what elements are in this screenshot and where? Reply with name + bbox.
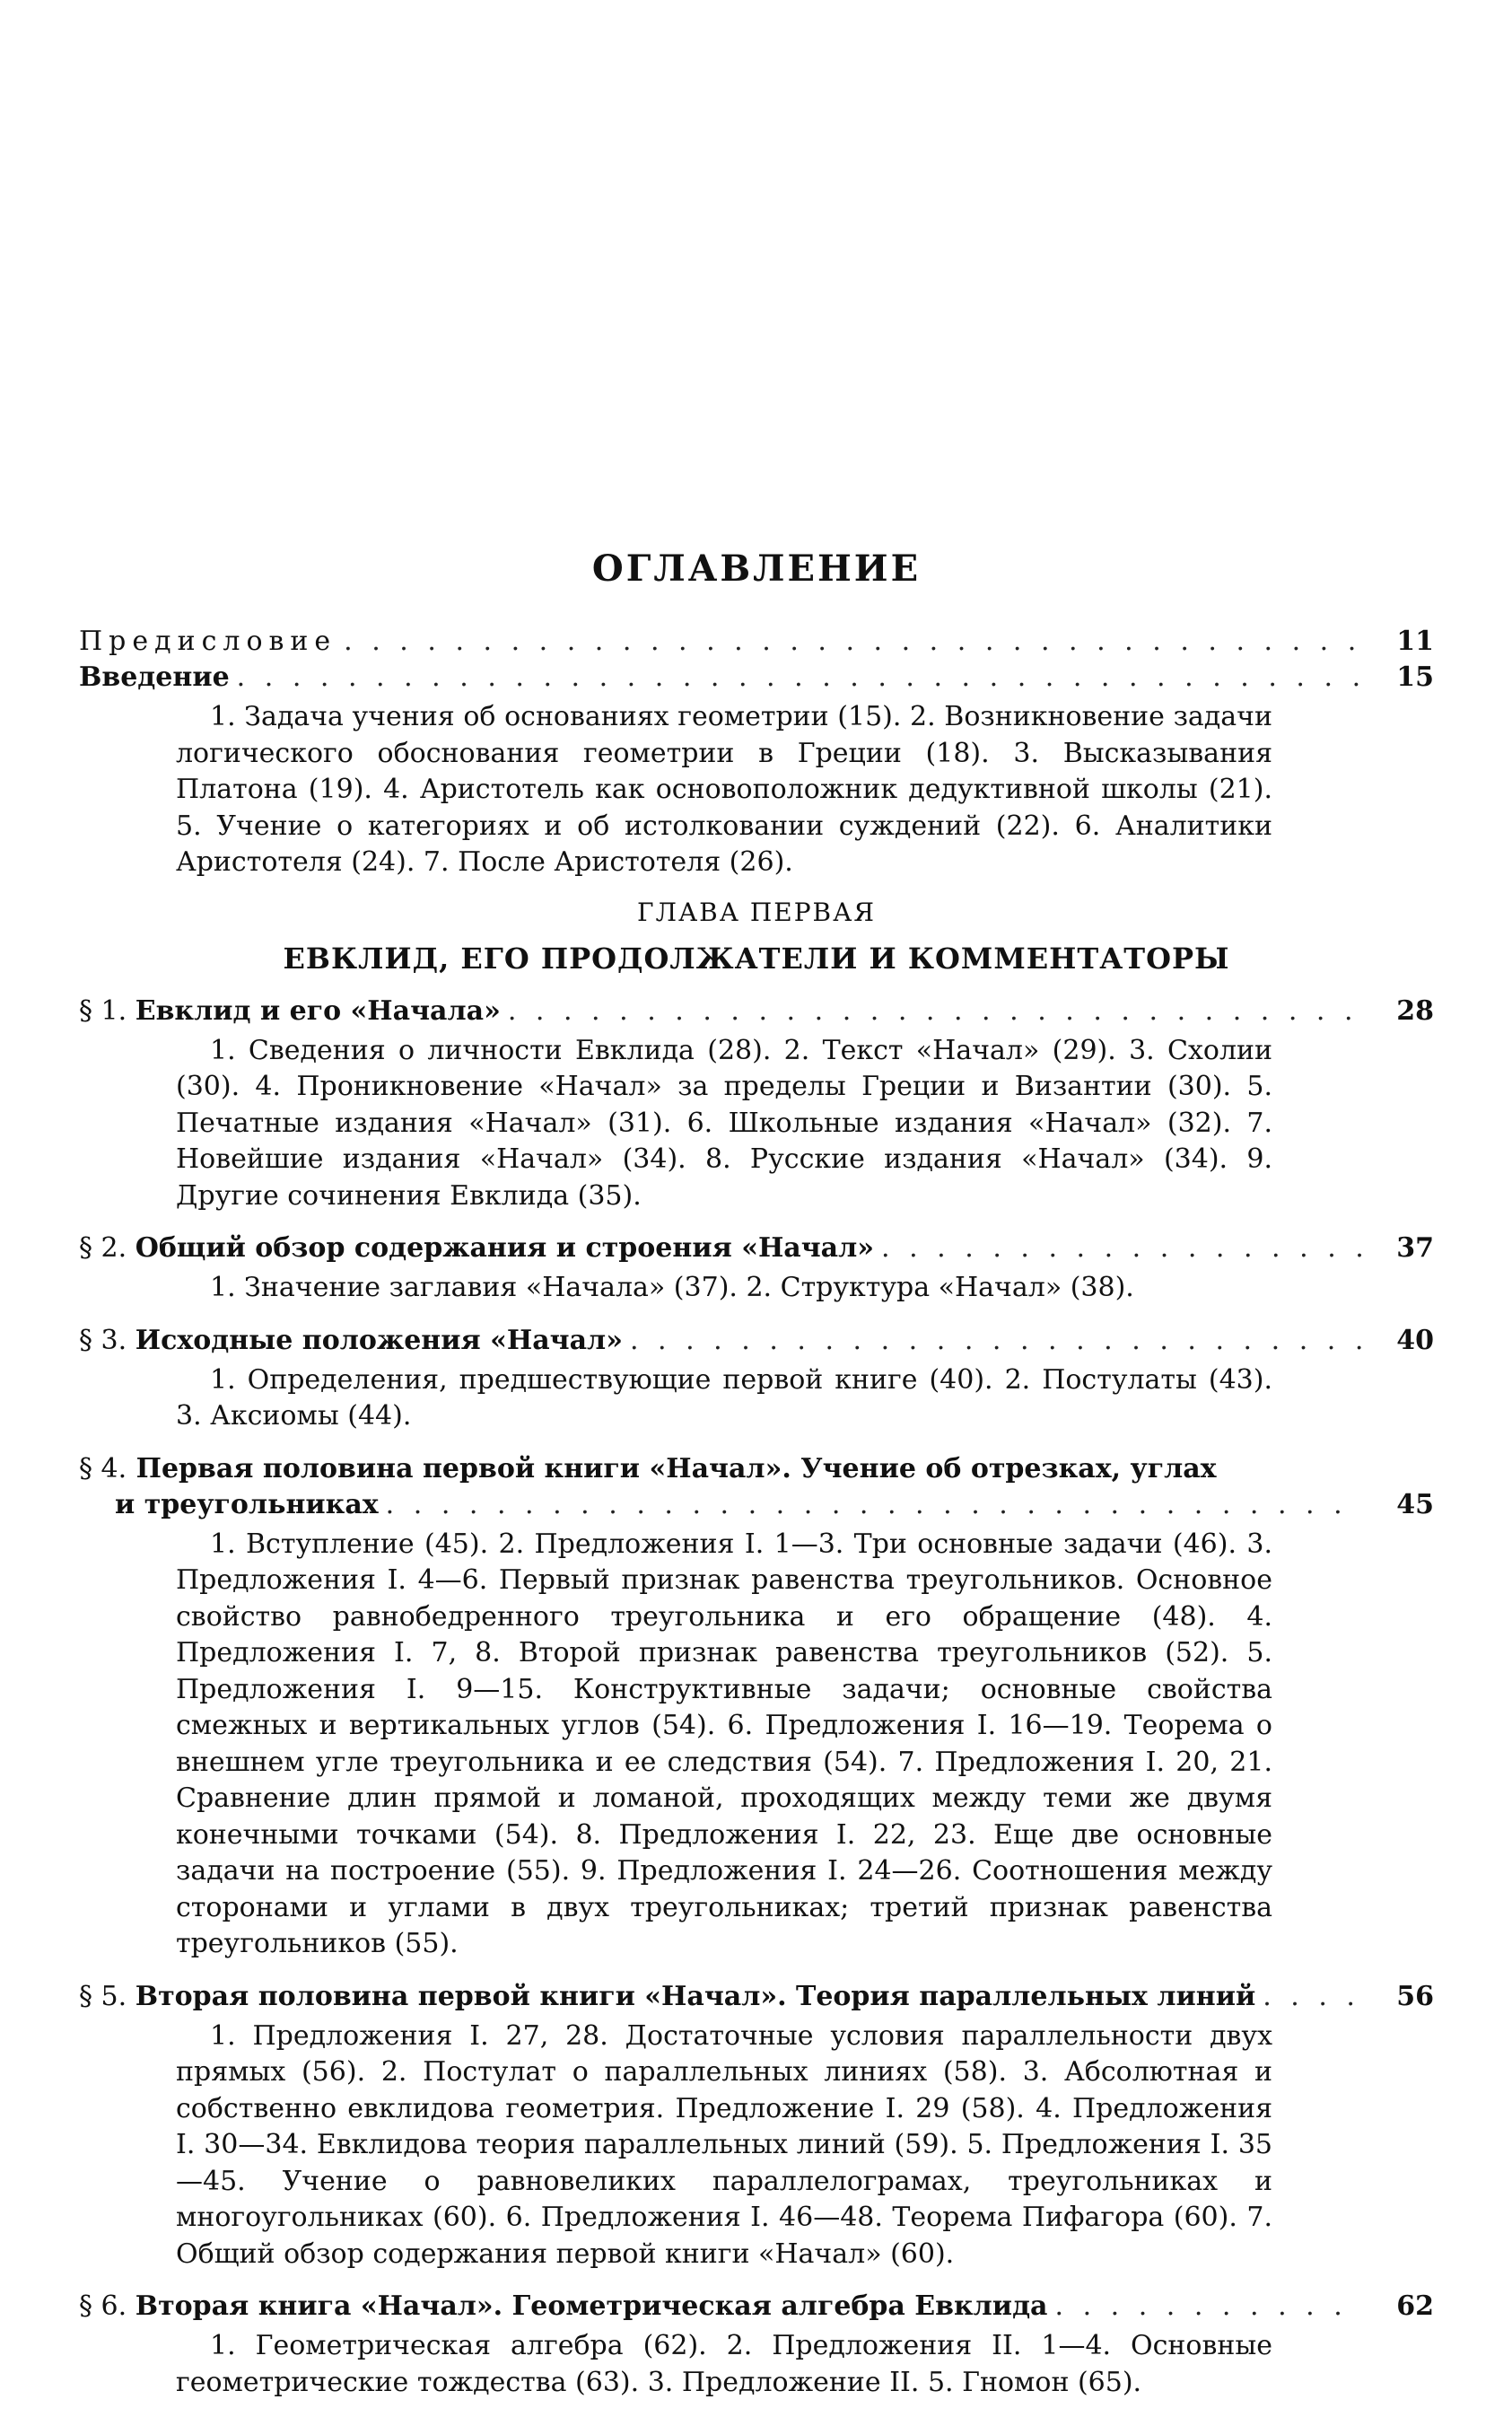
dot-leader xyxy=(379,1487,1362,1523)
dot-leader xyxy=(623,1323,1362,1359)
toc-page-number: 40 xyxy=(1396,1324,1434,1356)
toc-entry-label: Введение xyxy=(79,661,230,693)
toc-page-number: 56 xyxy=(1396,1980,1434,2012)
toc-entry-label: Предисловие xyxy=(79,626,337,657)
dot-leader xyxy=(336,624,1362,660)
toc-entry-description: 1. Определения, предшествующие первой книге (40). 2. Постулаты (43). 3. Аксиомы (44). xyxy=(176,1363,1272,1432)
toc-page-number: 37 xyxy=(1396,1232,1434,1264)
table-of-contents xyxy=(79,547,1434,2417)
section-number: § 1. xyxy=(79,994,127,1027)
toc-entry-introduction[interactable] xyxy=(79,660,1434,881)
chapter-label: ГЛАВА ПЕРВАЯ xyxy=(637,897,876,927)
dot-leader xyxy=(874,1230,1362,1266)
section-title-continuation: и треугольниках xyxy=(115,1488,379,1520)
section-number: § 5. xyxy=(79,1980,127,2012)
section-number: § 4. xyxy=(79,1452,127,1484)
toc-entry-label xyxy=(79,1979,1255,2015)
toc-entry-section-4[interactable] xyxy=(79,1451,1434,1963)
section-number: § 6. xyxy=(79,2290,127,2322)
toc-entry-section-3[interactable] xyxy=(79,1323,1434,1435)
toc-entry-description: 1. Вступление (45). 2. Предложения I. 1—3. Три основные задачи (46). 3. Предложения I. 4—6. Первый признак равенства треугольников. Основное свойство равнобедренного треугольника и его обращение (48). 4. Предложения I. 7, 8. Второй признак равенства треугольников (52). 5. Предложения I. 9—15. Конструктивные задачи; основные свойства смежных и вертикальных углов (54). 6. Предложения I. 16—19. Теорема о внешнем угле треугольника и ее следствия (54). 7. Предложения I. 20, 21. Сравнение длин прямой и ломаной, проходящих между теми же двумя конечными точками (54). 8. Предложения I. 22, 23. Еще две основные задачи на построение (55). 9. Предложения I. 24—26. Соотношения между сторонами и углами в двух треугольниках; третий признак равенства треугольников (55). xyxy=(176,1528,1272,1959)
section-number: § 2. xyxy=(79,1232,127,1264)
toc-page-number: 11 xyxy=(1396,626,1434,657)
section-title: Вторая книга «Начал». Геометрическая алгебра Евклида xyxy=(135,2290,1048,2322)
section-title: Общий обзор содержания и строения «Начал» xyxy=(135,1232,875,1264)
toc-entry-section-6[interactable] xyxy=(79,2289,1434,2401)
toc-entry-label xyxy=(79,994,501,1029)
section-title: Вторая половина первой книги «Начал». Теория параллельных линий xyxy=(135,1980,1256,2012)
toc-entry-label xyxy=(79,1451,1434,1487)
toc-entry-label xyxy=(79,1230,874,1266)
toc-page-number: 45 xyxy=(1396,1488,1434,1520)
toc-entry-description: 1. Геометрическая алгебра (62). 2. Предложения II. 1—4. Основные геометрические тождества (63). 3. Предложение II. 5. Гномон (65). xyxy=(176,2330,1272,2398)
toc-entry-label xyxy=(79,1323,623,1359)
toc-page-number: 28 xyxy=(1396,994,1434,1027)
section-title: Евклид и его «Начала» xyxy=(135,994,501,1027)
section-title: Первая половина первой книги «Начал». Учение об отрезках, углах xyxy=(135,1452,1217,1484)
dot-leader xyxy=(1048,2289,1363,2325)
toc-entry-preface[interactable] xyxy=(79,624,1434,660)
toc-entry-section-1[interactable] xyxy=(79,994,1434,1215)
toc-entry-section-2[interactable] xyxy=(79,1230,1434,1307)
toc-entry-description: 1. Задача учения об основаниях геометрии (15). 2. Возникновение задачи логического обоснования геометрии в Греции (18). 3. Высказывания Платона (19). 4. Аристотель как основоположник дедуктивной школы (21). 5. Учение о категориях и об истолковании суждений (22). 6. Аналитики Аристотеля (24). 7. После Аристотеля (26). xyxy=(176,701,1272,878)
toc-entry-section-5[interactable] xyxy=(79,1979,1434,2273)
dot-leader xyxy=(1255,1979,1362,2015)
toc-entry-description: 1. Сведения о личности Евклида (28). 2. Текст «Начал» (29). 3. Схолии (30). 4. Проникновение «Начал» за пределы Греции и Византии (30). 5. Печатные издания «Начал» (31). 6. Школьные издания «Начал» (32). 7. Новейшие издания «Начал» (34). 8. Русские издания «Начал» (34). 9. Другие сочинения Евклида (35). xyxy=(176,1034,1272,1212)
toc-entry-description: 1. Предложения I. 27, 28. Достаточные условия параллельности двух прямых (56). 2. Постулат о параллельных линиях (58). 3. Абсолютная и собственно евклидова геометрия. Предложение I. 29 (58). 4. Предложения I. 30—34. Евклидова теория параллельных линий (59). 5. Предложения I. 35—45. Учение о равновеликих параллелограмах, треугольниках и многоугольниках (60). 6. Предложения I. 46—48. Теорема Пифагора (60). 7. Общий обзор содержания первой книги «Начал» (60). xyxy=(176,2019,1272,2270)
toc-entry-label xyxy=(79,2289,1048,2325)
dot-leader xyxy=(501,994,1362,1029)
page-title: ОГЛАВЛЕНИЕ xyxy=(591,547,922,590)
section-number: § 3. xyxy=(79,1324,127,1356)
chapter-title: ЕВКЛИД, ЕГО ПРОДОЛЖАТЕЛИ И КОММЕНТАТОРЫ xyxy=(283,941,1230,976)
toc-page-number: 62 xyxy=(1396,2290,1434,2322)
section-title: Исходные положения «Начал» xyxy=(135,1324,623,1356)
toc-entry-description: 1. Значение заглавия «Начала» (37). 2. Структура «Начал» (38). xyxy=(210,1272,1134,1303)
toc-page-number: 15 xyxy=(1396,661,1434,693)
dot-leader xyxy=(230,660,1362,696)
